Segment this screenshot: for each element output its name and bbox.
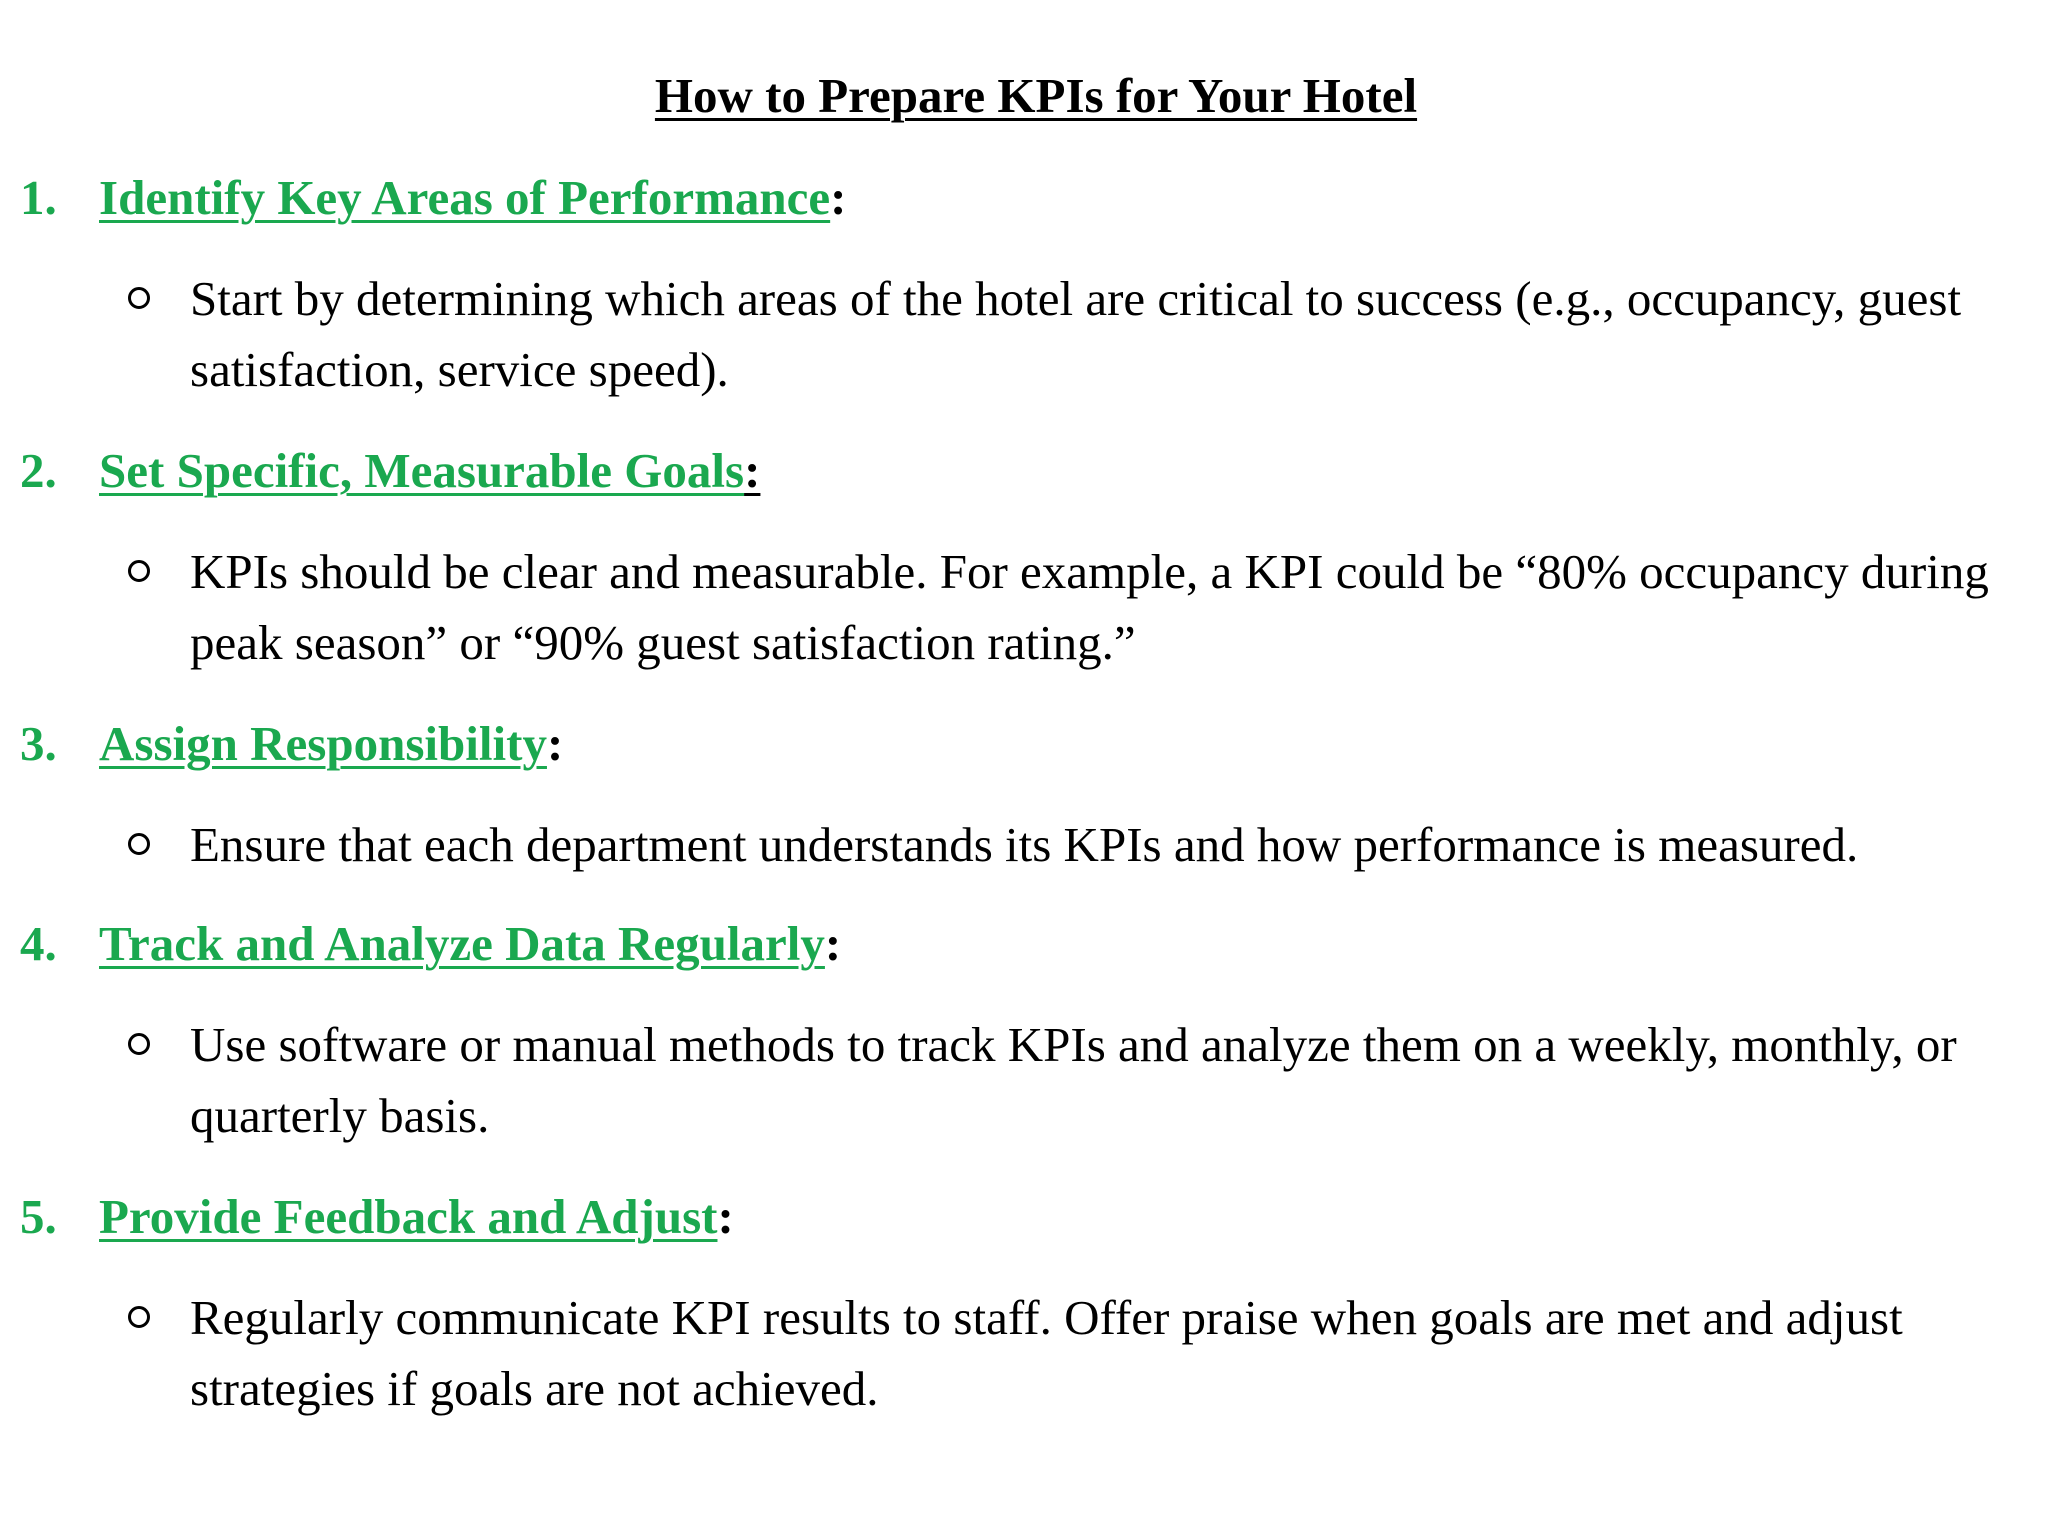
list-item-description: KPIs should be clear and measurable. For example, a KPI could be “80% occupancy during peak season” or “90% guest satisfaction rating.” [190, 544, 1989, 670]
list-item-heading-text: Assign Responsibility [99, 716, 547, 771]
list-item-heading-colon: : [744, 443, 761, 498]
list-item-number: 3. [20, 716, 57, 771]
hollow-circle-bullet-icon [128, 1033, 150, 1055]
list-item-heading-text: Track and Analyze Data Regularly [99, 916, 825, 971]
list-item-heading-text: Provide Feedback and Adjust [99, 1189, 718, 1244]
list-item-description: Use software or manual methods to track KPIs and analyze them on a weekly, monthly, or quarterly basis. [190, 1017, 1957, 1143]
list-item-heading [99, 714, 563, 774]
hollow-circle-bullet-icon [128, 1306, 150, 1328]
list-item-heading [99, 1187, 734, 1247]
hollow-circle-bullet-icon [128, 287, 150, 309]
list-item-heading [99, 914, 841, 974]
list-item-number: 4. [20, 916, 57, 971]
hollow-circle-bullet-icon [128, 560, 150, 582]
list-item-heading-text: Set Specific, Measurable Goals [99, 443, 745, 498]
list-item-heading-colon: : [830, 170, 847, 225]
list-item-heading-text: Identify Key Areas of Performance [99, 170, 831, 225]
hollow-circle-bullet-icon [128, 833, 150, 855]
list-item-heading-colon: : [546, 716, 564, 771]
list-item-heading-colon: : [717, 1189, 734, 1244]
list-item-number: 1. [20, 170, 57, 225]
list-item-heading [99, 168, 847, 228]
list-item-number: 2. [20, 443, 57, 498]
list-item-heading-colon: : [824, 916, 842, 971]
list-item-number: 5. [20, 1189, 57, 1244]
list-item-description: Regularly communicate KPI results to staff. Offer praise when goals are met and adjust strategies if goals are not achieved. [190, 1290, 1903, 1416]
list-item-heading [99, 441, 760, 501]
list-item-description: Ensure that each department understands its KPIs and how performance is measured. [190, 817, 1859, 872]
list-item-description: Start by determining which areas of the hotel are critical to success (e.g., occupancy, guest satisfaction, service speed). [190, 271, 1962, 397]
document-title: How to Prepare KPIs for Your Hotel [654, 68, 1418, 123]
